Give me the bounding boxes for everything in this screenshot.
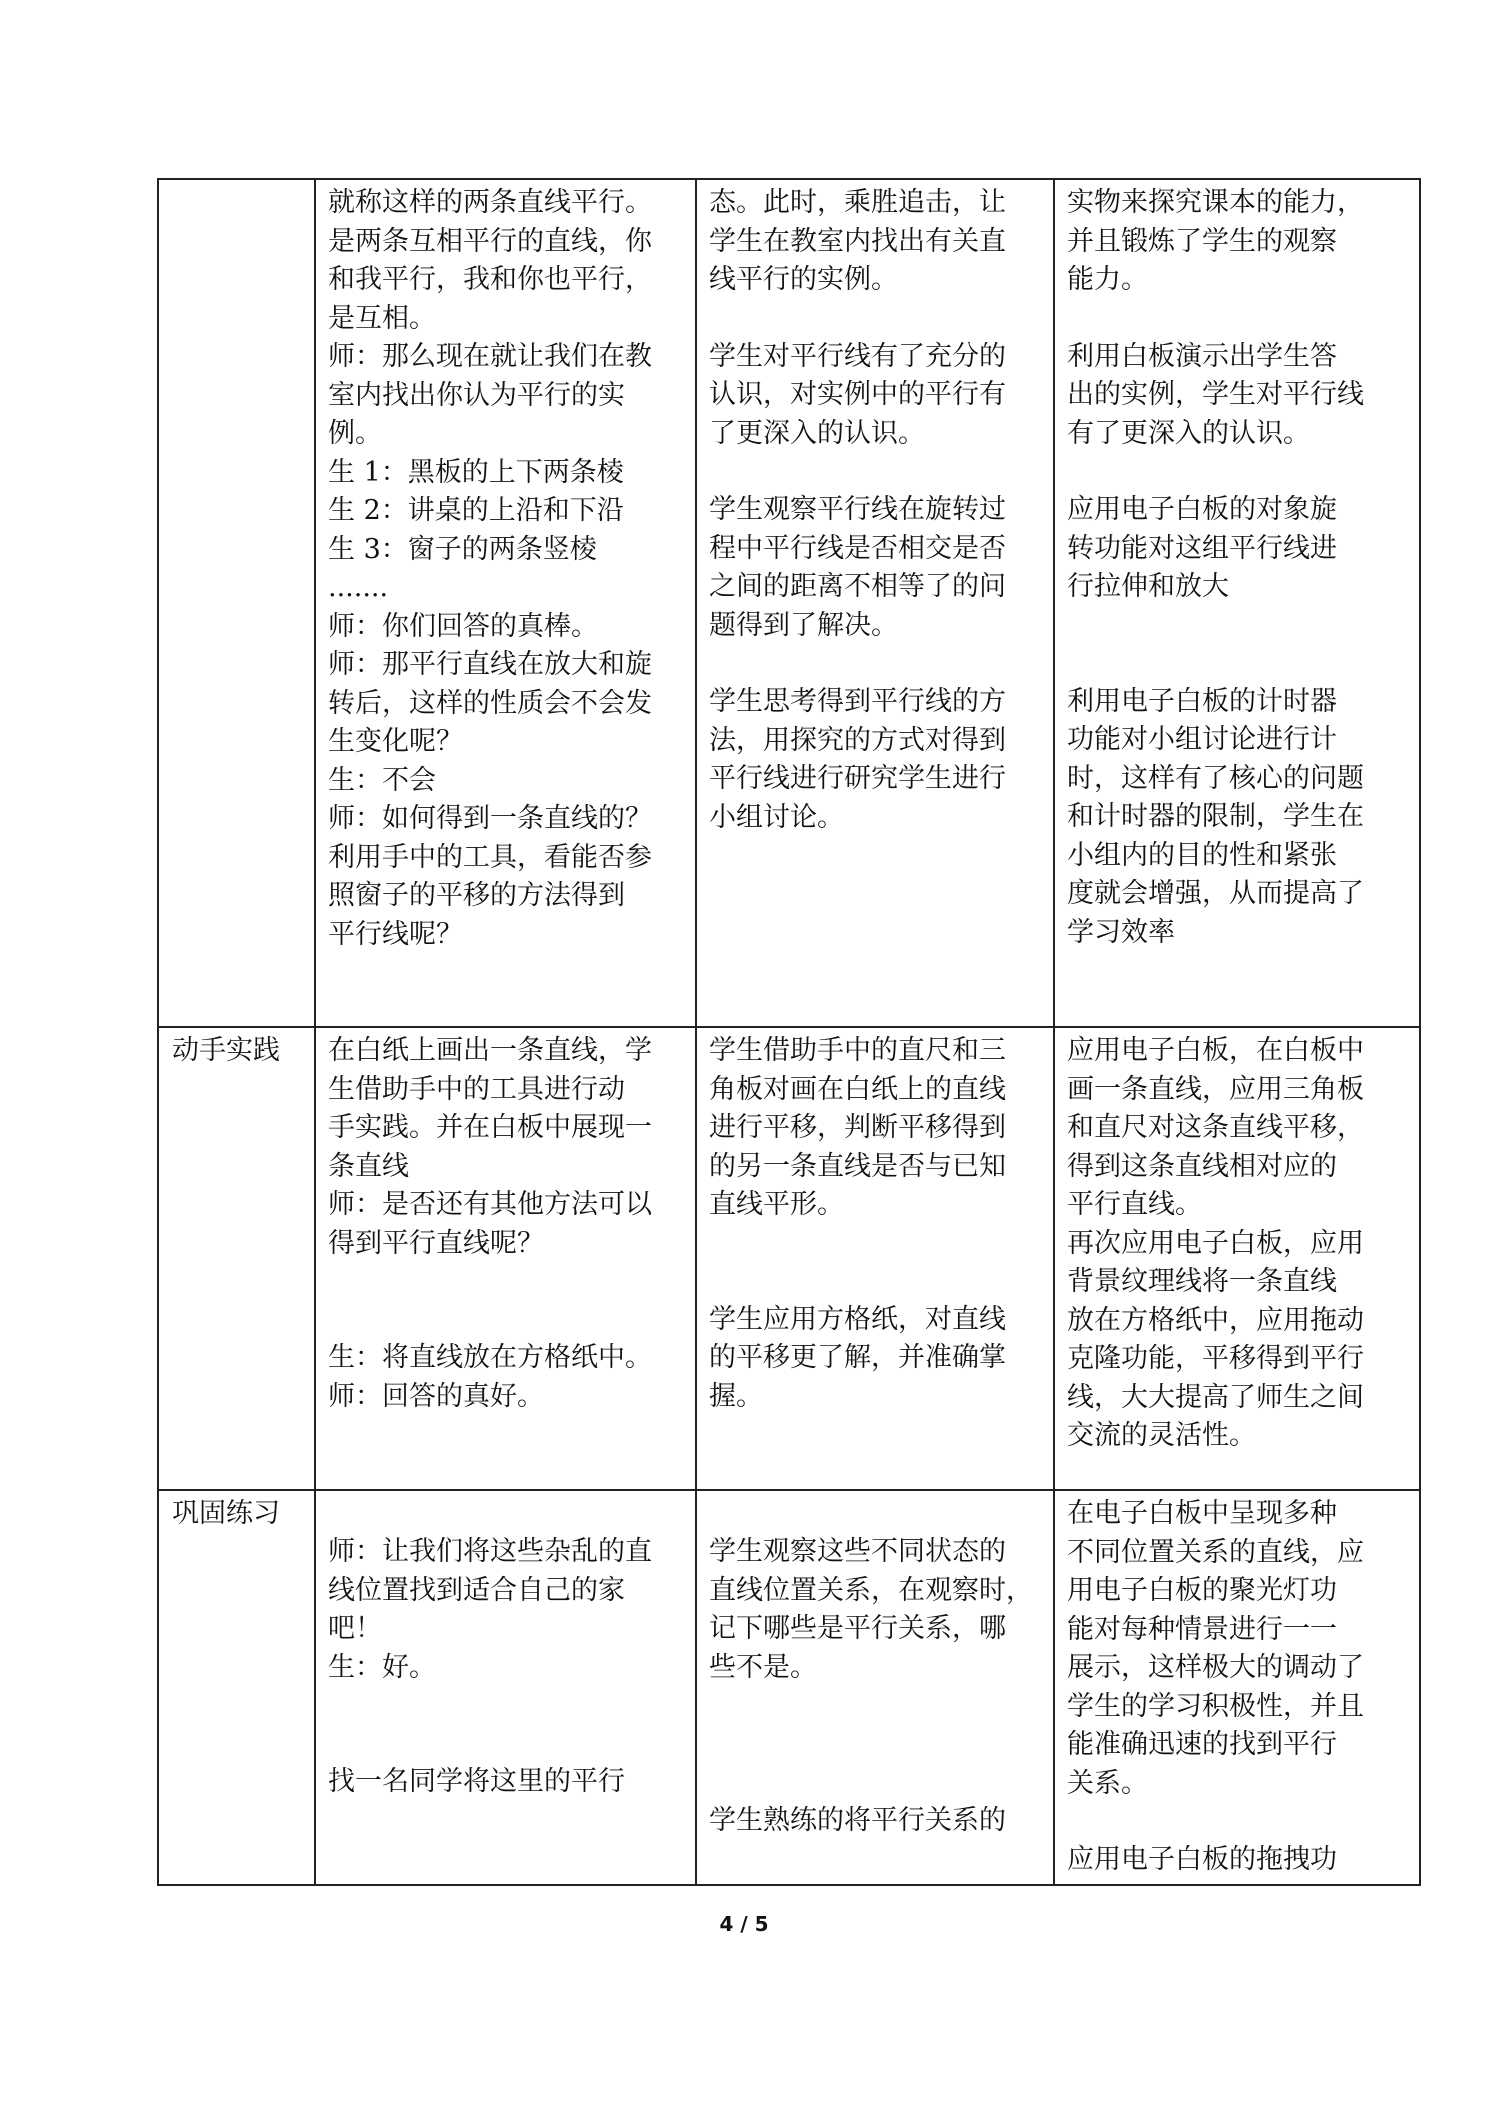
paragraph — [709, 184, 1043, 300]
student-activity-cell — [696, 179, 1054, 1027]
lesson-plan-table — [157, 178, 1421, 1886]
text-line: 就称这样的两条直线平行。 — [328, 187, 652, 218]
text-line: 题得到了解决。 — [709, 609, 898, 641]
text-line: 态。此时，乘胜追击，让 — [709, 187, 1006, 218]
text-line: 背景纹理线将一条直线 — [1067, 1266, 1337, 1297]
text-line: 直线位置关系，在观察时， — [709, 1574, 1033, 1606]
text-line: 学习效率 — [1067, 916, 1175, 948]
spacer — [709, 1225, 1043, 1301]
text-line: ....... — [328, 572, 389, 603]
text-line: 师：是否还有其他方法可以 — [328, 1189, 652, 1220]
text-line: 关系。 — [1067, 1767, 1148, 1799]
text-line: 度就会增强，从而提高了 — [1067, 878, 1364, 909]
paragraph — [1067, 1032, 1409, 1456]
text-line: 实物来探究课本的能力， — [1067, 187, 1364, 218]
text-line: 生：将直线放在方格纸中。 — [328, 1342, 652, 1373]
paragraph — [709, 1301, 1043, 1417]
text-line: 是两条互相平行的直线，你 — [328, 225, 652, 257]
paragraph — [328, 1032, 685, 1263]
text-line: 平行直线。 — [1067, 1189, 1202, 1220]
text-line: 展示，这样极大的调动了 — [1067, 1652, 1364, 1683]
text-line: 学生思考得到平行线的方 — [709, 686, 1006, 717]
text-line: 生：好。 — [328, 1651, 436, 1683]
text-line: 应用电子白板的对象旋 — [1067, 494, 1337, 525]
text-line: 记下哪些是平行关系，哪 — [709, 1613, 1006, 1644]
stage-cell — [158, 1027, 315, 1490]
text-line: 和计时器的限制，学生在 — [1067, 801, 1364, 832]
text-line: 室内找出你认为平行的实 — [328, 379, 625, 411]
spacer — [1067, 453, 1409, 491]
text-line: 应用电子白板的拖拽功 — [1067, 1844, 1337, 1875]
text-line: 能准确迅速的找到平行 — [1067, 1729, 1337, 1760]
text-line: 握。 — [709, 1380, 763, 1412]
text-line: 生变化呢？ — [328, 726, 463, 757]
text-line: 和我平行，我和你也平行， — [328, 264, 652, 295]
text-line: 交流的灵活性。 — [1067, 1420, 1256, 1451]
table-row — [158, 179, 1420, 1027]
text-line: 克隆功能，平移得到平行 — [1067, 1343, 1364, 1374]
paragraph — [328, 1763, 685, 1802]
paragraph — [709, 338, 1043, 454]
text-line: 有了更深入的认识。 — [1067, 417, 1310, 449]
spacer — [1067, 300, 1409, 338]
text-line: 例。 — [328, 418, 382, 449]
text-line: 行拉伸和放大 — [1067, 571, 1229, 602]
text-line: 程中平行线是否相交是否 — [709, 532, 1006, 564]
text-line: 找一名同学将这里的平行 — [328, 1766, 625, 1797]
text-line: 生：不会 — [328, 764, 436, 796]
paragraph — [1067, 338, 1409, 454]
table-row — [158, 1490, 1420, 1885]
stage-label: 动手实践 — [172, 1035, 280, 1066]
text-line: 学生借助手中的直尺和三 — [709, 1035, 1006, 1066]
spacer — [1067, 607, 1409, 683]
text-line: 利用手中的工具，看能否参 — [328, 841, 652, 873]
text-line: 小组内的目的性和紧张 — [1067, 839, 1337, 871]
text-line: 出的实例，学生对平行线 — [1067, 379, 1364, 410]
teacher-activity-cell — [315, 1027, 696, 1490]
text-line: 条直线 — [328, 1150, 409, 1182]
text-line: 生 2：讲桌的上沿和下沿 — [328, 495, 624, 526]
page-number: 4 / 5 — [719, 1912, 769, 1936]
text-line: 在电子白板中呈现多种 — [1067, 1498, 1337, 1529]
text-line: 的另一条直线是否与已知 — [709, 1150, 1006, 1182]
text-line: 学生熟练的将平行关系的 — [709, 1805, 1006, 1836]
design-purpose-cell — [1054, 179, 1420, 1027]
text-line: 线位置找到适合自己的家 — [328, 1574, 625, 1606]
spacer — [709, 453, 1043, 491]
text-line: 得到平行直线呢？ — [328, 1227, 544, 1259]
text-line: 了更深入的认识。 — [709, 417, 925, 449]
text-line: 学生应用方格纸，对直线 — [709, 1303, 1006, 1335]
text-line: 不同位置关系的直线，应 — [1067, 1536, 1364, 1568]
text-line: 功能对小组讨论进行计 — [1067, 724, 1337, 755]
text-line: 的平移更了解，并准确掌 — [709, 1342, 1006, 1373]
text-line: 并且锻炼了学生的观察 — [1067, 225, 1337, 257]
teacher-activity-cell — [315, 179, 696, 1027]
text-line: 用电子白板的聚光灯功 — [1067, 1575, 1337, 1606]
paragraph — [1067, 683, 1409, 953]
text-line: 平行线呢？ — [328, 918, 463, 950]
paragraph — [709, 1802, 1043, 1841]
spacer — [709, 645, 1043, 683]
text-line: 利用白板演示出学生答 — [1067, 340, 1337, 372]
text-line: 转后，这样的性质会不会发 — [328, 687, 652, 719]
text-line: 学生在教室内找出有关直 — [709, 225, 1006, 257]
teacher-activity-cell — [315, 1490, 696, 1885]
text-line: 利用电子白板的计时器 — [1067, 685, 1337, 717]
paragraph — [1067, 491, 1409, 607]
spacer — [328, 1495, 685, 1533]
spacer — [709, 1687, 1043, 1802]
paragraph — [709, 491, 1043, 645]
text-line: 转功能对这组平行线进 — [1067, 532, 1337, 564]
text-line: 认识，对实例中的平行有 — [709, 379, 1006, 410]
text-line: 手实践。并在白板中展现一 — [328, 1112, 652, 1143]
text-line: 画一条直线，应用三角板 — [1067, 1073, 1364, 1105]
text-line: 师：那么现在就让我们在教 — [328, 341, 652, 372]
text-line: 吧！ — [328, 1613, 382, 1644]
spacer — [328, 1263, 685, 1339]
text-line: 得到这条直线相对应的 — [1067, 1150, 1337, 1182]
stage-cell — [158, 1490, 315, 1885]
text-line: 师：那平行直线在放大和旋 — [328, 649, 652, 680]
paragraph — [709, 683, 1043, 837]
paragraph — [328, 184, 685, 954]
text-line: 应用电子白板，在白板中 — [1067, 1035, 1364, 1066]
paragraph — [328, 1339, 685, 1416]
text-line: 小组讨论。 — [709, 801, 844, 833]
text-line: 之间的距离不相等了的问 — [709, 571, 1006, 602]
text-line: 生借助手中的工具进行动 — [328, 1073, 625, 1105]
paragraph — [709, 1533, 1043, 1687]
text-line: 进行平移，判断平移得到 — [709, 1112, 1006, 1143]
text-line: 些不是。 — [709, 1651, 817, 1683]
text-line: 能对每种情景进行一一 — [1067, 1613, 1337, 1645]
stage-label — [159, 180, 314, 184]
table-row — [158, 1027, 1420, 1490]
text-line: 角板对画在白纸上的直线 — [709, 1073, 1006, 1105]
text-line: 在白纸上画出一条直线，学 — [328, 1035, 652, 1066]
text-line: 照窗子的平移的方法得到 — [328, 880, 625, 911]
spacer — [328, 1687, 685, 1763]
design-purpose-cell — [1054, 1027, 1420, 1490]
text-line: 学生观察这些不同状态的 — [709, 1536, 1006, 1567]
text-line: 直线平形。 — [709, 1189, 844, 1220]
paragraph — [1067, 1841, 1409, 1880]
spacer — [709, 1495, 1043, 1533]
text-line: 能力。 — [1067, 264, 1148, 295]
student-activity-cell — [696, 1027, 1054, 1490]
text-line: 师：回答的真好。 — [328, 1380, 544, 1412]
spacer — [709, 300, 1043, 338]
text-line: 线，大大提高了师生之间 — [1067, 1381, 1364, 1413]
text-line: 学生对平行线有了充分的 — [709, 340, 1006, 372]
stage-cell — [158, 179, 315, 1027]
paragraph — [709, 1032, 1043, 1225]
paragraph — [1067, 1495, 1409, 1803]
text-line: 再次应用电子白板，应用 — [1067, 1227, 1364, 1259]
text-line: 师：你们回答的真棒。 — [328, 610, 598, 642]
text-line: 和直尺对这条直线平移， — [1067, 1112, 1364, 1143]
text-line: 生 3：窗子的两条竖棱 — [328, 533, 597, 565]
text-line: 线平行的实例。 — [709, 264, 898, 295]
text-line: 师：如何得到一条直线的？ — [328, 803, 652, 834]
text-line: 学生的学习积极性，并且 — [1067, 1690, 1364, 1722]
text-line: 生 1：黑板的上下两条棱 — [328, 456, 624, 488]
student-activity-cell — [696, 1490, 1054, 1885]
text-line: 师：让我们将这些杂乱的直 — [328, 1536, 652, 1567]
paragraph — [328, 1533, 685, 1687]
text-line: 放在方格纸中，应用拖动 — [1067, 1304, 1364, 1336]
design-purpose-cell — [1054, 1490, 1420, 1885]
paragraph — [1067, 184, 1409, 300]
text-line: 平行线进行研究学生进行 — [709, 763, 1006, 794]
stage-label: 巩固练习 — [172, 1498, 280, 1529]
text-line: 时，这样有了核心的问题 — [1067, 762, 1364, 794]
text-line: 是互相。 — [328, 302, 436, 334]
text-line: 法，用探究的方式对得到 — [709, 724, 1006, 756]
text-line: 学生观察平行线在旋转过 — [709, 494, 1006, 525]
spacer — [1067, 1803, 1409, 1841]
